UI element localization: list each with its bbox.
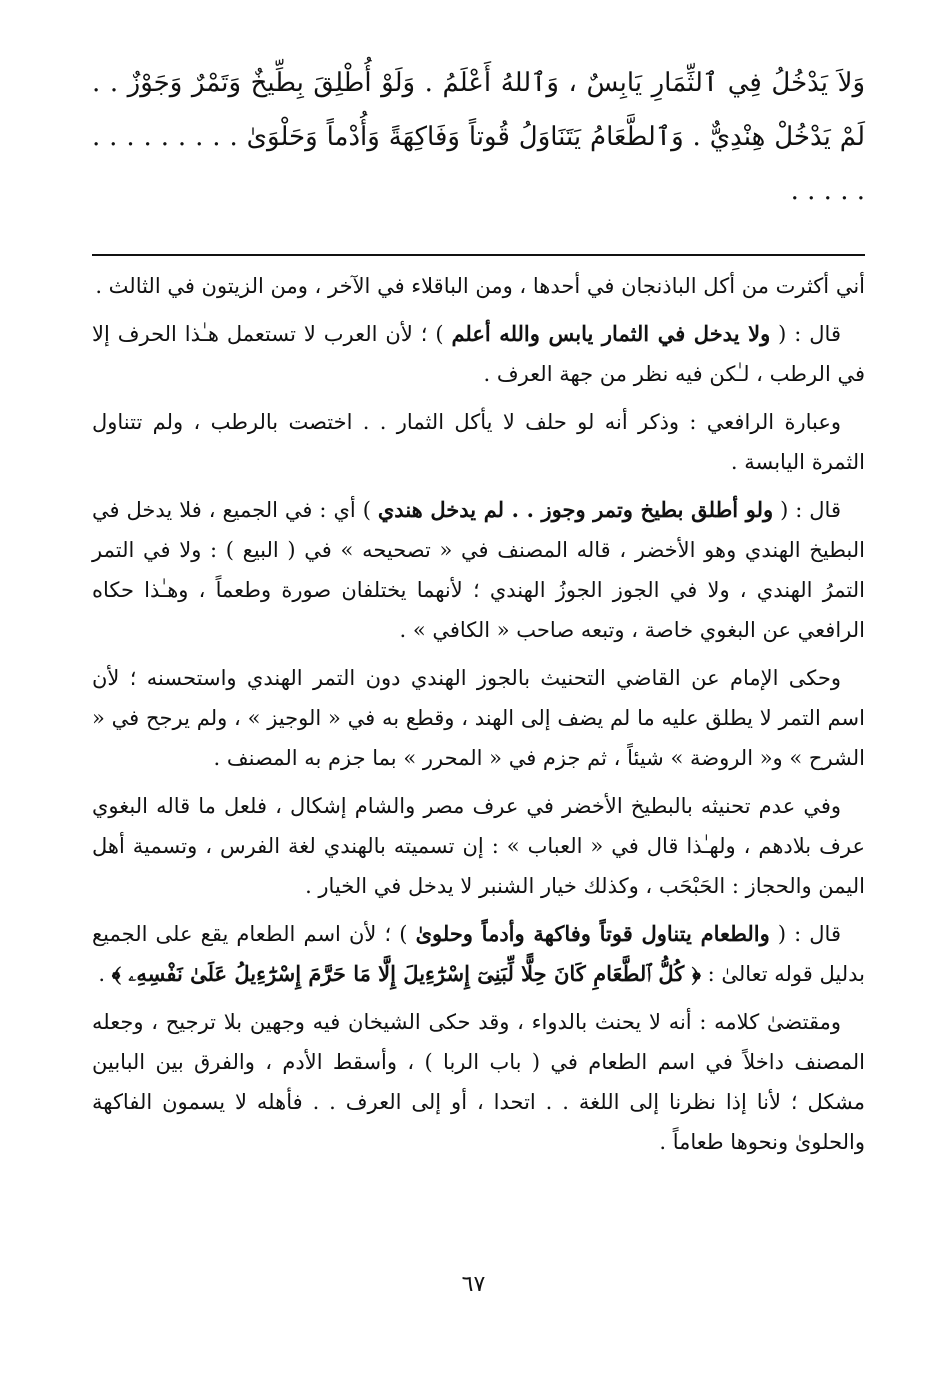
commentary-text: ) أي : في الجميع ، فلا يدخل في البطيخ الهندي وهو الأخضر ، قاله المصنف في « تصحيحه » في ( البيع ) : ولا في التمر التمرُ الهندي ، ولا في الجوز الجوزُ الهندي ؛ لأنهما يختلفان صورة وطعماً ، وهـٰذا حكاه الرافعي عن البغوي خاصة ، وتبعه صاحب « الكافي » . bbox=[92, 498, 865, 642]
commentary-text: قال : ( bbox=[769, 922, 841, 946]
commentary-paragraph bbox=[92, 786, 865, 906]
commentary-text: أني أكثرت من أكل الباذنجان في أحدها ، ومن الباقلاء في الآخر ، ومن الزيتون في الثالث . bbox=[95, 274, 865, 298]
page-number: ٦٧ bbox=[461, 1272, 486, 1297]
commentary-paragraph bbox=[92, 914, 865, 994]
commentary-text: وحكى الإمام عن القاضي التحنيث بالجوز الهندي دون التمر الهندي واستحسنه ؛ لأن اسم التمر لا يطلق عليه ما لم يضف إلى الهند ، وقطع به في « الوجيز » ، ولم يرجح في « الشرح » و« الروضة » شيئاً ، ثم جزم في « المحرر » بما جزم به المصنف . bbox=[92, 666, 865, 770]
separator-rule bbox=[92, 254, 865, 256]
commentary bbox=[92, 266, 865, 1162]
book-page bbox=[92, 56, 865, 1356]
commentary-text: ) ؛ لأن العرب لا تستعمل هـٰذا الحرف إلا في الرطب ، لـٰكن فيه نظر من جهة العرف . bbox=[92, 322, 865, 386]
matn-text: وَلاَ يَدْخُلُ فِي ٱلثِّمَارِ يَابِسٌ ، وَٱللهُ أَعْلَمُ . وَلَوْ أُطْلِقَ بِطِّيخٌ وَتَمْرٌ وَجَوْزٌ . . لَمْ يَدْخُلْ هِنْدِيٌّ . وَٱلطَّعَامُ يَتَنَاوَلُ قُوتاً وَفَاكِهَةً وَأُدْماً وَحَلْوَىٰ . . . . . . . . . . . . . . bbox=[92, 68, 865, 206]
commentary-paragraph bbox=[92, 490, 865, 650]
commentary-text: . bbox=[98, 962, 112, 986]
commentary-paragraph bbox=[92, 266, 865, 306]
commentary-text: وفي عدم تحنيثه بالبطيخ الأخضر في عرف مصر والشام إشكال ، فلعل ما قاله البغوي عرف بلادهم ، ولهـٰذا قال في « العباب » : إن تسميته بالهندي لغة الفرس ، وتسمية أهل اليمن والحجاز : الحَبْحَب ، وكذلك خيار الشنبر لا يدخل في الخيار . bbox=[92, 794, 865, 898]
quran-verse: ﴿ كُلُّ ٱلطَّعَامِ كَانَ حِلًّا لِّبَنِىٓ إِسْرَٰٓءِيلَ إِلَّا مَا حَرَّمَ إِسْرَٰٓءِيلُ عَلَىٰ نَفْسِهِۦ ﴾ bbox=[111, 961, 701, 986]
commentary-text: قال : ( bbox=[770, 322, 841, 346]
commentary-paragraph bbox=[92, 402, 865, 482]
commentary-paragraph bbox=[92, 1002, 865, 1162]
quoted-matn: ولو أطلق بطيخ وتمر وجوز . . لم يدخل هندي bbox=[377, 497, 774, 522]
commentary-paragraph bbox=[92, 658, 865, 778]
quoted-matn: ولا يدخل في الثمار يابس والله أعلم bbox=[451, 321, 771, 346]
quoted-matn: والطعام يتناول قوتاً وفاكهة وأدماً وحلوىٰ bbox=[415, 921, 770, 946]
commentary-paragraph bbox=[92, 314, 865, 394]
commentary-text: ) ؛ لأن اسم الطعام يقع على الجميع بدليل قوله تعالىٰ : bbox=[92, 922, 865, 986]
commentary-text: وعبارة الرافعي : وذكر أنه لو حلف لا يأكل الثمار . . اختصت بالرطب ، ولم تتناول الثمرة اليابسة . bbox=[92, 410, 865, 474]
commentary-text: ومقتضىٰ كلامه : أنه لا يحنث بالدواء ، وقد حكى الشيخان فيه وجهين بلا ترجيح ، وجعله المصنف داخلاً في اسم الطعام في ( باب الربا ) ، وأسقط الأدم ، والفرق بين البابين مشكل ؛ لأنا إذا نظرنا إلى اللغة . . اتحدا ، أو إلى العرف . . فأهله لا يسمون الفاكهة والحلوىٰ ونحوها طعاماً . bbox=[92, 1010, 865, 1154]
commentary-text: قال : ( bbox=[773, 498, 841, 522]
